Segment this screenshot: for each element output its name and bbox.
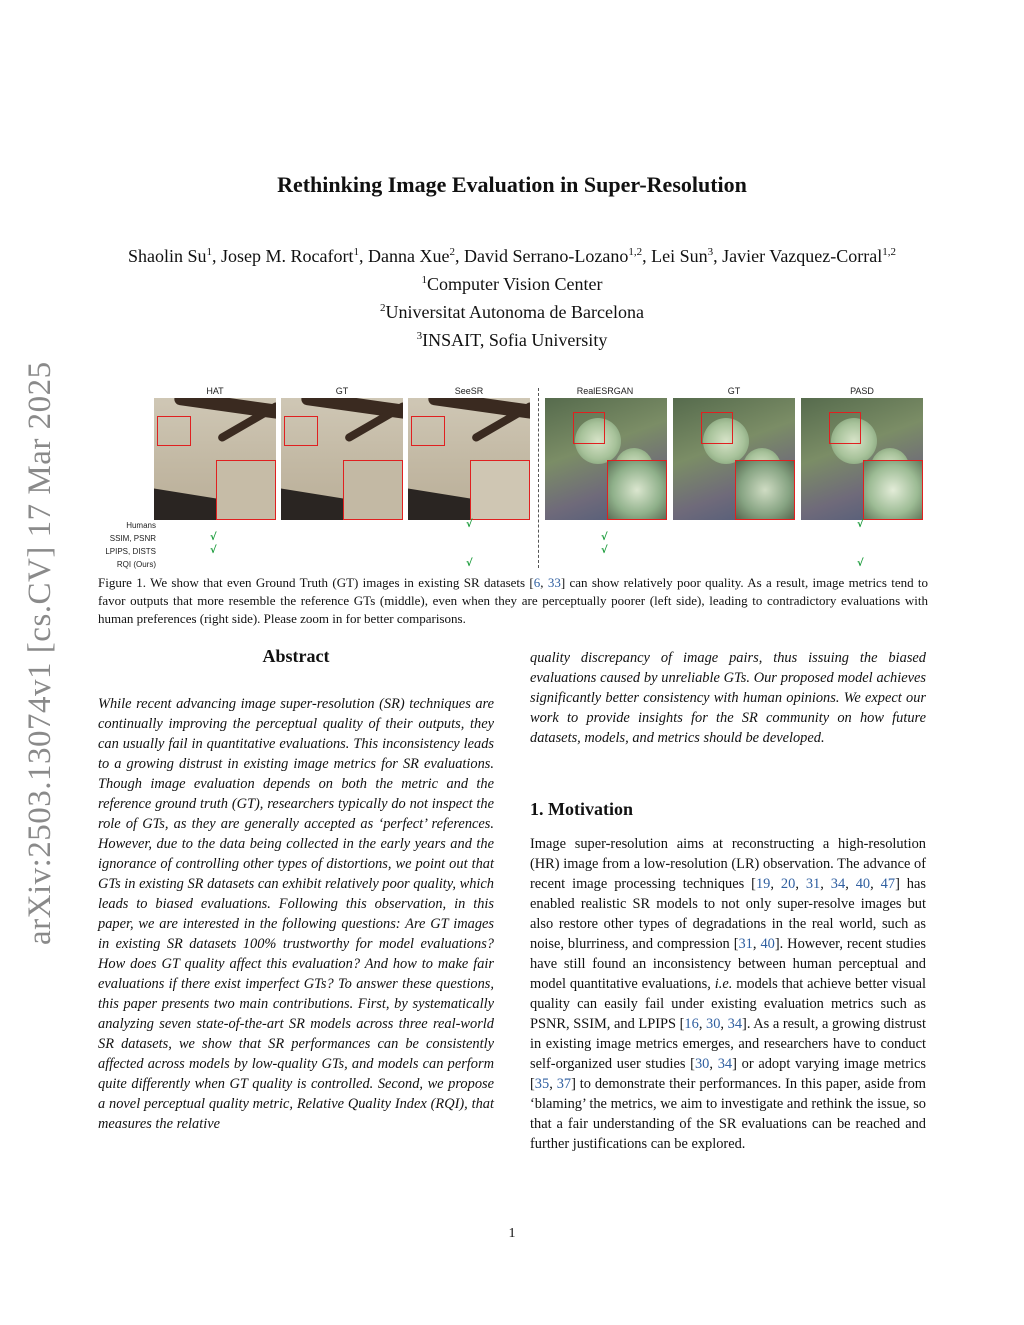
figure-image-hat (154, 398, 276, 520)
author: David Serrano-Lozano$^{1,2}$ (463, 246, 643, 266)
citation-link[interactable]: 16 (684, 1016, 699, 1032)
check-icon: √ (857, 558, 864, 569)
figure-caption: Figure 1. We show that even Ground Truth (GT) images in existing SR datasets [6, 33] can show relatively poor quality. As a result, image metrics tend to favor outputs that more resemble the reference GTs (middle), even when they are perceptually poorer (left side), leading to contradictory evaluations with human preferences (right side). Please zoom in for better comparisons. (98, 575, 929, 626)
abstract-text: While recent advancing image super-resolution (SR) techniques are continually improving the perceptual quality of their outputs, they can usually fail in quantitative evaluations. This inconsistency leads to a growing distrust in existing image metrics for SR evaluations. Though image evaluation depends on both the metric and the reference ground truth (GT), researchers typically do not inspect the role of GTs, as they are generally accepted as ‘perfect’ references. However, due to the data being collected in the early years and the ignorance of controlling other types of distortions, we point out that GTs in existing SR datasets can exhibit relatively poor quality, which leads to biased evaluations. Following this observation, in this paper, we are interested in the following questions: Are GT images in existing SR datasets 100% trustworthy for model evaluations? How does GT quality affect this evaluation? And how to make fair evaluations if there exist imperfect GTs? To answer these questions, this paper presents two main contributions. First, by systematically analyzing seven state-of-the-art SR models across three real-world SR datasets, we show that SR performances can be consistently affected across models by low-quality GTs, and models can perform quite differently when GT quality is controlled. Second, we propose a novel perceptual quality metric, Relative Quality Index (RQI), that measures the relative (98, 696, 494, 1132)
figure-image-realesrgan (545, 398, 667, 520)
author-list: Shaolin Su$^1$, Josep M. Rocafort$^1$, Danna Xue$^2$, David Serrano-Lozano$^{1,2}$, Lei Sun$^3$, Javier Vazquez-Corral$^{1,2}$ (128, 246, 896, 266)
abstract-heading: Abstract (262, 646, 330, 666)
figure-column-label: RealESRGAN (576, 386, 634, 396)
citation-link[interactable]: 34 (727, 1016, 743, 1032)
citation-link[interactable]: 40 (855, 876, 871, 892)
citation-link[interactable]: 40 (760, 936, 775, 952)
citation-link[interactable]: 33 (547, 575, 561, 590)
affiliation: $^2$Universitat Autonoma de Barcelona (380, 302, 644, 322)
figure-image-pasd (801, 398, 923, 520)
check-icon: √ (210, 532, 217, 543)
paper-title: Rethinking Image Evaluation in Super-Resolution (277, 172, 747, 197)
author: Shaolin Su$^1$ (128, 246, 213, 266)
citation-link[interactable]: 30 (706, 1016, 721, 1032)
page-number: 1 (508, 1226, 516, 1241)
check-icon: √ (601, 532, 608, 543)
citation-link[interactable]: 34 (717, 1056, 733, 1072)
citation-link[interactable]: 37 (556, 1076, 572, 1092)
figure-row-label: SSIM, PSNR (109, 534, 156, 543)
figure-divider (538, 388, 539, 568)
author: Lei Sun$^3$ (651, 246, 714, 266)
affiliation: $^3$INSAIT, Sofia University (416, 330, 608, 350)
check-icon: √ (466, 519, 473, 530)
figure-column-label: GT (727, 386, 741, 396)
check-icon: √ (857, 519, 864, 530)
figure-column-label: SeeSR (454, 386, 484, 396)
abstract-text-continued: quality discrepancy of image pairs, thus issuing the biased evaluations caused by unreliable GTs. Our proposed model achieves significantly better consistency with human opinions. We expect our work to provide insights for the SR community on how future datasets, models, and metrics should be developed. (530, 650, 926, 746)
figure-row-label: RQI (Ours) (116, 560, 156, 569)
citation-link[interactable]: 6 (533, 575, 541, 590)
check-icon: √ (210, 545, 217, 556)
citation-link[interactable]: 31 (738, 936, 753, 952)
figure-image-seesr (408, 398, 530, 520)
section-body: Image super-resolution aims at reconstructing a high-resolution (HR) image from a low-resolution (LR) observation. The advance of recent image processing techniques [19, 20, 31, 34, 40, 47] has enabled realistic SR models to not only super-resolve images but also restore other types of degradations in the real world, such as noise, blurriness, and compression [31, 40]. However, recent studies have still found an inconsistency between human perceptual and model quantitative evaluations, i.e. models that achieve better visual quality can easily fail under existing evaluation metrics such as PSNR, SSIM, and LPIPS [16, 30, 34]. As a result, a growing distrust in existing image metrics emerges, and researchers have to conduct self-organized user studies [30, 34] or adopt varying image metrics [35, 37] to demonstrate their performances. In this paper, aside from ‘blaming’ the metrics, we aim to investigate and rethink the issue, so that a fair understanding of the SR evaluations can be reached and further justifications can be explored. (530, 836, 926, 1152)
figure-image-gt-1 (281, 398, 403, 520)
citation-link[interactable]: 19 (755, 876, 771, 892)
figure-row-label: Humans (126, 521, 156, 530)
check-icon: √ (466, 558, 473, 569)
author-block (60, 240, 964, 352)
author: Josep M. Rocafort$^1$ (221, 246, 359, 266)
citation-link[interactable]: 31 (805, 876, 821, 892)
figure-column-label: HAT (206, 386, 224, 396)
citation-link[interactable]: 34 (830, 876, 846, 892)
affiliation: $^1$Computer Vision Center (421, 274, 603, 294)
section-heading: 1. Motivation (530, 799, 633, 819)
figure-column-label: GT (335, 386, 349, 396)
author: Danna Xue$^2$ (368, 246, 455, 266)
figure-image-gt-2 (673, 398, 795, 520)
arxiv-identifier: arXiv:2503.13074v1 [cs.CV] 17 Mar 2025 (22, 361, 58, 945)
author: Javier Vazquez-Corral$^{1,2}$ (722, 246, 896, 266)
citation-link[interactable]: 30 (694, 1056, 710, 1072)
citation-link[interactable]: 47 (880, 876, 896, 892)
check-icon: √ (601, 545, 608, 556)
citation-link[interactable]: 35 (534, 1076, 550, 1092)
citation-link[interactable]: 20 (780, 876, 796, 892)
figure-column-label: PASD (850, 386, 874, 396)
figure-row-label: LPIPS, DISTS (105, 547, 156, 556)
